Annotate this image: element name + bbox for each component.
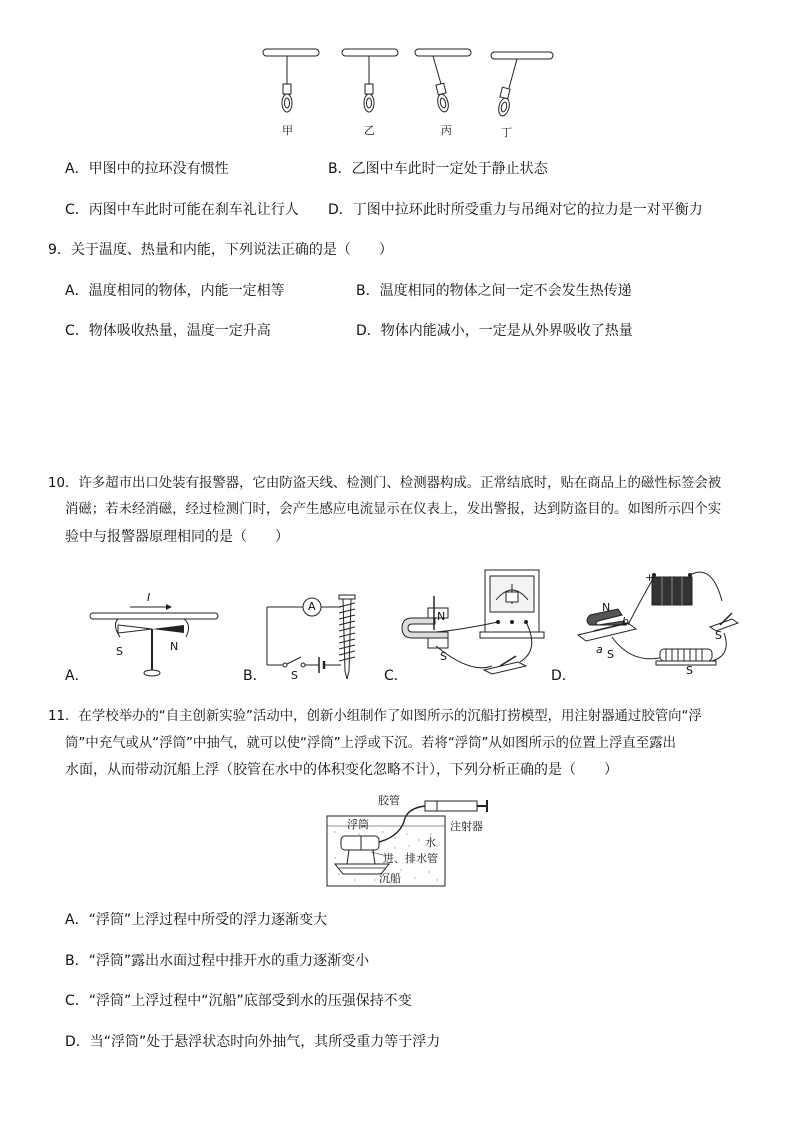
q11-option-c[interactable]: C．“浮筒”上浮过程中“沉船”底部受到水的压强保持不变 — [65, 993, 412, 1009]
q9-stem: 9．关于温度、热量和内能，下列说法正确的是（ ） — [48, 242, 393, 258]
q10-figure-c — [400, 570, 550, 685]
q11-stem-line3: 水面，从而带动沉船上浮（胶管在水中的体积变化忽略不计），下列分析正确的是（ ） — [65, 762, 618, 778]
q10-figure-d — [572, 565, 752, 685]
ammeter-label: A — [308, 600, 316, 613]
syringe-label: 注射器 — [450, 820, 483, 833]
magnet-s-d-label: S — [607, 648, 614, 661]
q9-option-c[interactable]: C．物体吸收热量，温度一定升高 — [65, 323, 271, 339]
q11-option-b[interactable]: B．“浮筒”露出水面过程中排开水的重力逐渐变小 — [65, 953, 370, 969]
switch-d-label: S — [715, 629, 722, 642]
salvage-model-svg — [325, 798, 495, 890]
switch-b-label: S — [291, 669, 298, 682]
ring-label-bing: 丙 — [441, 124, 452, 137]
q11-stem-line1: 11．在学校举办的“自主创新实验”活动中，创新小组制作了如图所示的沉船打捞模型，用注射器通过胶管向“浮 — [48, 709, 702, 724]
motor-figure-svg — [572, 565, 752, 685]
float-label: 浮筒 — [347, 818, 369, 831]
q9-option-a[interactable]: A．温度相同的物体，内能一定相等 — [65, 283, 285, 299]
ring-yi — [342, 49, 398, 112]
q10-option-d[interactable]: D． — [551, 668, 576, 684]
q11-option-d[interactable]: D．当“浮筒”处于悬浮状态时向外抽气，其所受重力等于浮力 — [65, 1034, 441, 1050]
q10-figure-b — [255, 585, 375, 685]
pipe-label: 进、排水管 — [383, 852, 438, 865]
q9-option-d[interactable]: D．物体内能减小，一定是从外界吸收了热量 — [356, 323, 633, 339]
magnet-s-c-label: S — [440, 650, 447, 663]
point-b-label: b — [622, 615, 629, 628]
galvanometer-figure-svg — [400, 570, 550, 685]
ring-ding — [491, 52, 553, 117]
magnet-n-c-label: N — [437, 610, 446, 623]
point-a-label: a — [596, 643, 603, 656]
ship-label: 沉船 — [379, 872, 401, 885]
q10-stem-line2: 消磁；若未经消磁，经过检测门时，会产生感应电流显示在仪表上，发出警报，达到防盗目的。如图所示四个实 — [65, 502, 722, 517]
figure-q8 — [255, 40, 565, 140]
switch-d2-label: S — [686, 664, 693, 677]
q11-option-a[interactable]: A．“浮筒”上浮过程中所受的浮力逐渐变大 — [65, 912, 328, 928]
q8-option-d[interactable]: D．丁图中拉环此时所受重力与吊绳对它的拉力是一对平衡力 — [328, 202, 703, 218]
q11-figure — [325, 794, 495, 890]
compass-s-label: S — [116, 645, 123, 658]
q10-option-a[interactable]: A． — [65, 668, 89, 684]
q8-option-b[interactable]: B．乙图中车此时一定处于静止状态 — [328, 161, 548, 177]
q8-option-c[interactable]: C．丙图中车此时可能在刹车礼让行人 — [65, 202, 299, 218]
ring-label-jia: 甲 — [282, 124, 293, 137]
magnet-n-d-label: N — [602, 601, 611, 614]
ring-label-ding: 丁 — [501, 126, 512, 139]
q10-stem-line3: 验中与报警器原理相同的是（ ） — [65, 529, 289, 545]
compass-n-label: N — [170, 640, 179, 653]
q10-option-b[interactable]: B． — [243, 668, 267, 684]
current-label: I — [147, 591, 151, 604]
q8-option-a[interactable]: A．甲图中的拉环没有惯性 — [65, 161, 229, 177]
q11-stem-line2: 筒”中充气或从“浮筒”中抽气，就可以使“浮筒”上浮或下沉。若将“浮筒”从如图所示的位置上浮直至露出 — [65, 736, 676, 751]
tube-label: 胶管 — [378, 794, 400, 807]
water-label: 水 — [425, 836, 436, 849]
q10-option-c[interactable]: C． — [384, 668, 408, 684]
ring-label-yi: 乙 — [364, 124, 375, 137]
plus-label: + — [645, 571, 655, 584]
q9-option-b[interactable]: B．温度相同的物体之间一定不会发生热传递 — [356, 283, 632, 299]
ring-figure-svg — [255, 40, 565, 140]
q10-stem-line1: 10．许多超市出口处装有报警器，它由防盗天线、检测门、检测器构成。正常结底时，贴在商品上的磁性标签会被 — [48, 476, 722, 491]
ring-bing — [415, 49, 471, 113]
ring-jia — [263, 49, 319, 112]
